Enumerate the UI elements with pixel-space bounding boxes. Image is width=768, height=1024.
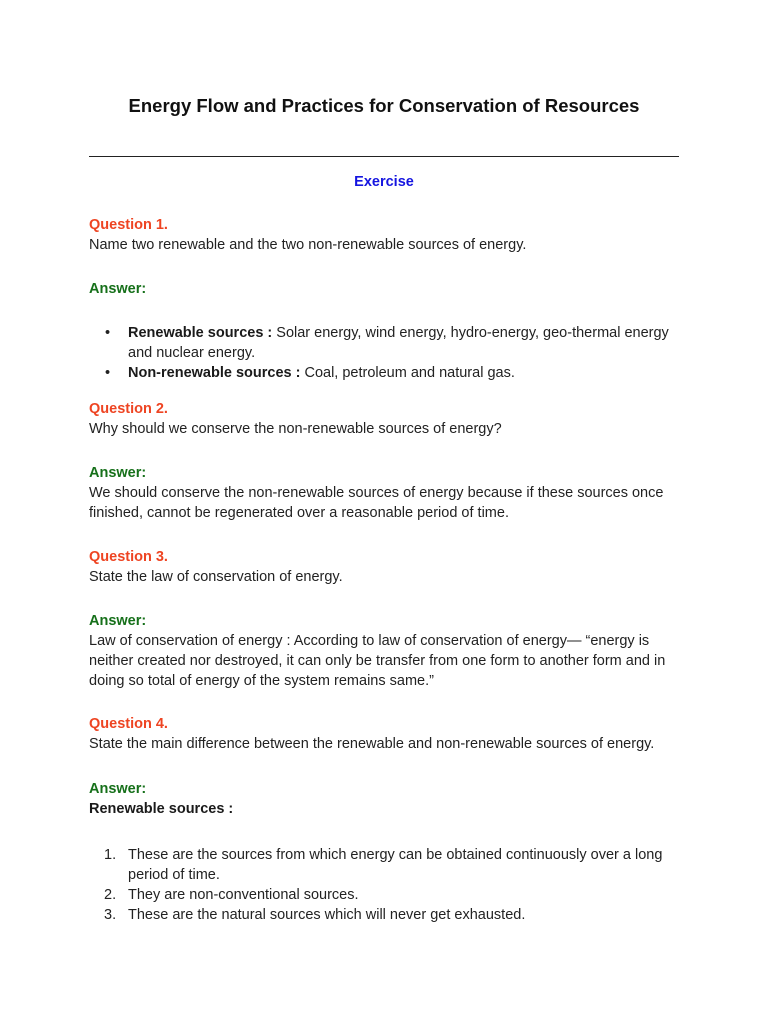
- question-text: Why should we conserve the non-renewable sources of energy?: [89, 421, 502, 437]
- list-item-text: They are non-conventional sources.: [128, 887, 359, 903]
- answer-text: Law of conservation of energy : According to law of conservation of energy— “energy is neither created nor destroyed, it can only be transfer from one form to another form and in doing so total of energy of the system remains same.”: [89, 633, 666, 689]
- page-title: Energy Flow and Practices for Conservation of Resources: [128, 95, 640, 116]
- question-1: [89, 215, 679, 255]
- list-item: [89, 363, 679, 383]
- question-text: Name two renewable and the two non-renewable sources of energy.: [89, 237, 527, 253]
- answer-2: [89, 463, 679, 523]
- answer-label: Answer:: [89, 465, 147, 481]
- answer-4: [89, 779, 679, 819]
- list-item: [89, 323, 679, 363]
- list-number: 2.: [104, 887, 117, 903]
- numbered-list: [89, 845, 679, 925]
- list-item: [89, 905, 679, 925]
- question-text: State the main difference between the renewable and non-renewable sources of energy.: [89, 736, 655, 752]
- bullet-marker: •: [105, 325, 111, 341]
- list-item-term: Non-renewable sources :: [128, 365, 301, 381]
- answer-1: [89, 279, 679, 299]
- question-text: State the law of conservation of energy.: [89, 569, 343, 585]
- answer-1-list: [89, 323, 679, 383]
- title-divider: [89, 156, 679, 157]
- question-label: Question 1.: [89, 217, 168, 233]
- list-item-text: These are the sources from which energy can be obtained continuously over a long period of time.: [128, 847, 663, 883]
- answer-subheading: Renewable sources :: [89, 801, 234, 817]
- question-3: [89, 547, 679, 587]
- question-label: Question 3.: [89, 549, 168, 565]
- question-label: Question 2.: [89, 401, 168, 417]
- bullet-list: [89, 323, 679, 383]
- answer-4-list: [89, 845, 679, 925]
- list-item-term: Renewable sources :: [128, 325, 273, 341]
- list-item: [89, 885, 679, 905]
- list-item-text: Coal, petroleum and natural gas.: [304, 365, 515, 381]
- list-item-text: These are the natural sources which will never get exhausted.: [128, 907, 526, 923]
- list-number: 3.: [104, 907, 117, 923]
- answer-label: Answer:: [89, 281, 147, 297]
- answer-3: [89, 611, 679, 691]
- question-2: [89, 399, 679, 439]
- question-label: Question 4.: [89, 716, 168, 732]
- answer-label: Answer:: [89, 781, 147, 797]
- question-4: [89, 714, 679, 754]
- answer-text: We should conserve the non-renewable sources of energy because if these sources once finished, cannot be regenerated over a reasonable period of time.: [89, 485, 664, 521]
- section-heading: Exercise: [354, 174, 414, 190]
- list-item-text: Solar energy, wind energy, hydro-energy, geo-thermal energy and nuclear energy.: [128, 325, 669, 361]
- list-item: [89, 845, 679, 885]
- answer-label: Answer:: [89, 613, 147, 629]
- list-number: 1.: [104, 847, 117, 863]
- bullet-marker: •: [105, 365, 111, 381]
